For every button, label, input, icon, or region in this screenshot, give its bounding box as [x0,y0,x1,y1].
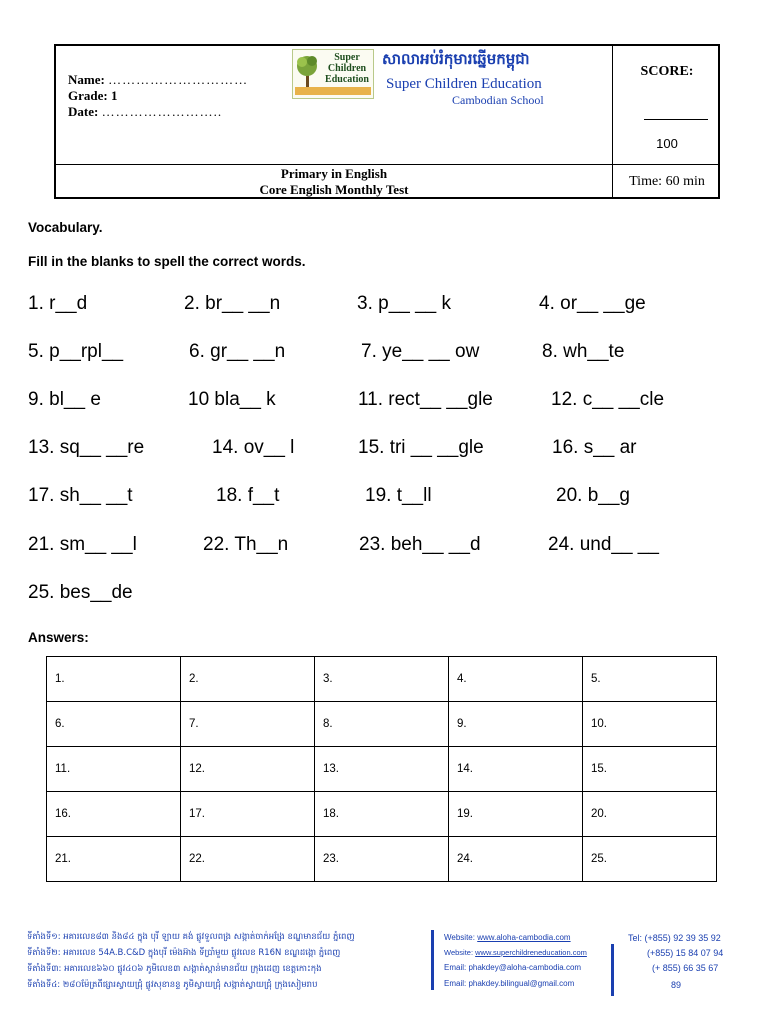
website-link-2[interactable]: www.superchildreneducation.com [475,948,587,957]
answer-cell[interactable]: 19. [449,792,583,837]
answer-cell[interactable]: 5. [583,657,717,702]
answer-cell[interactable]: 20. [583,792,717,837]
footer-phone-1: Tel: (+855) 92 39 35 92 [628,933,721,943]
blank-item: 11. rect__ __gle [358,389,493,410]
blank-item: 3. p__ __ k [357,293,452,314]
blank-item: 19. t__ll [365,485,432,506]
test-title [56,166,612,198]
answer-cell[interactable]: 25. [583,837,717,882]
footer-address-1: ទីតាំងទី១: អគារលេខ៨៣ និង៨៤ ក្នុង បុរី ឡាយ គង់ ផ្លូវទួលពង្រ សង្កាត់ចាក់អង្រែ ខណ្ឌមានជ័យ ភ្នំពេញ [27,932,355,942]
answer-cell[interactable]: 16. [47,792,181,837]
name-field [68,72,248,88]
website-link-1[interactable]: www.aloha-cambodia.com [477,933,571,942]
school-logo [292,49,374,99]
blank-item: 4. or__ __ge [539,293,646,314]
blank-item: 23. beh__ __d [359,534,481,555]
school-name-khmer: សាលាអប់រំកុមារឆ្នើមកម្ពុជា [382,50,530,68]
answer-cell[interactable]: 18. [315,792,449,837]
score-blank [644,119,708,120]
footer-website-2: Website: www.superchildreneducation.com [444,948,587,957]
grade-label: Grade: 1 [68,88,118,103]
test-header [54,44,720,199]
blank-item: 25. bes__de [28,582,133,603]
blank-item: 6. gr__ __n [189,341,286,362]
date-label: Date: [68,104,99,119]
name-label: Name: [68,72,105,87]
table-row [47,702,717,747]
footer-address-4: ទីតាំងទី៤: ២៨០ម៉ែត្រពីផ្សារស្វាយជ្រុំ ផ្លូវសុខានន្ទ ភូមិស្វាយជ្រុំ សង្កាត់ស្វាយជ្រុំ ក្រុងសៀមរាប [27,980,318,990]
header-divider [56,164,718,165]
blank-item: 10 bla__ k [188,389,276,410]
footer-address-2: ទីតាំងទី២: អគារលេខ 54A.B.C&D ក្នុងបុរី ម៉េងអ៊ាង ទីប្រាំមួយ ផ្លូវលេខ R16N ខណ្ឌដង្កោ ភ្នំពេញ [27,948,341,958]
answer-cell[interactable]: 6. [47,702,181,747]
answer-cell[interactable]: 8. [315,702,449,747]
table-row [47,837,717,882]
school-name-english: Super Children Education [386,76,542,92]
answer-cell[interactable]: 21. [47,837,181,882]
tree-icon [294,52,322,92]
blank-item: 18. f__t [216,485,280,506]
blank-item: 13. sq__ __re [28,437,145,458]
blank-item: 15. tri __ __gle [358,437,484,458]
answer-cell[interactable]: 9. [449,702,583,747]
footer-address-3: ទីតាំងទី៣: អគារលេខ៦៦០ ផ្លូវ៤០៦ ភូមិលេខ៣ សង្កាត់ស្ពាន់មានជ័យ ក្រុងដេញ ខេត្តកោះកុង [27,964,322,974]
answer-cell[interactable]: 13. [315,747,449,792]
time-limit: Time: 60 min [629,174,705,189]
blank-item: 17. sh__ __t [28,485,133,506]
answer-cell[interactable]: 1. [47,657,181,702]
answers-heading: Answers: [28,630,89,645]
blank-item: 21. sm__ __l [28,534,137,555]
vocabulary-heading: Vocabulary. [28,220,103,235]
answer-cell[interactable]: 15. [583,747,717,792]
answer-grid [46,656,717,882]
blank-item: 24. und__ __ [548,534,659,555]
answer-cell[interactable]: 24. [449,837,583,882]
blank-item: 16. s__ ar [552,437,637,458]
footer-website-1: Website: www.aloha-cambodia.com [444,933,571,942]
date-dots: …………………….. [101,104,223,119]
answer-cell[interactable]: 22. [181,837,315,882]
blank-item: 7. ye__ __ ow [361,341,480,362]
blank-item: 1. r__d [28,293,88,314]
test-title-line1: Primary in English [280,166,388,181]
logo-title: Super Children Education [321,52,373,98]
score-total: 100 [656,136,678,151]
footer-email-2: Email: phakdey.bilingual@gmail.com [444,979,575,988]
blank-item: 20. b__g [556,485,630,506]
answer-cell[interactable]: 12. [181,747,315,792]
instruction-text: Fill in the blanks to spell the correct words. [28,254,306,269]
table-row [47,792,717,837]
name-dots: ………………………… [108,72,249,87]
answer-cell[interactable]: 14. [449,747,583,792]
answer-cell[interactable]: 2. [181,657,315,702]
answer-cell[interactable]: 23. [315,837,449,882]
blank-item: 5. p__rpl__ [28,341,124,362]
blank-item: 9. bl__ e [28,389,101,410]
answer-cell[interactable]: 10. [583,702,717,747]
table-row [47,657,717,702]
table-row [47,747,717,792]
answer-cell[interactable]: 11. [47,747,181,792]
blank-item: 14. ov__ l [212,437,295,458]
test-title-line2: Core English Monthly Test [259,182,409,197]
answer-cell[interactable]: 7. [181,702,315,747]
footer-email-1: Email: phakdey@aloha-cambodia.com [444,963,582,972]
school-subtitle: Cambodian School [452,93,544,107]
footer-divider-right [611,944,614,996]
footer-divider-left [431,930,434,990]
blank-item: 8. wh__te [542,341,625,362]
footer-phone-2: (+855) 15 84 07 94 [647,948,724,958]
blank-item: 2. br__ __n [184,293,281,314]
date-field [68,104,222,120]
footer-phone-3: (+ 855) 66 35 67 [652,963,719,973]
blank-item: 22. Th__n [203,534,289,555]
footer-phone-4: 89 [671,980,682,990]
logo-strip [295,87,371,95]
answer-cell[interactable]: 17. [181,792,315,837]
answer-cell[interactable]: 4. [449,657,583,702]
score-label: SCORE: [640,64,694,79]
answer-cell[interactable]: 3. [315,657,449,702]
blank-item: 12. c__ __cle [551,389,665,410]
